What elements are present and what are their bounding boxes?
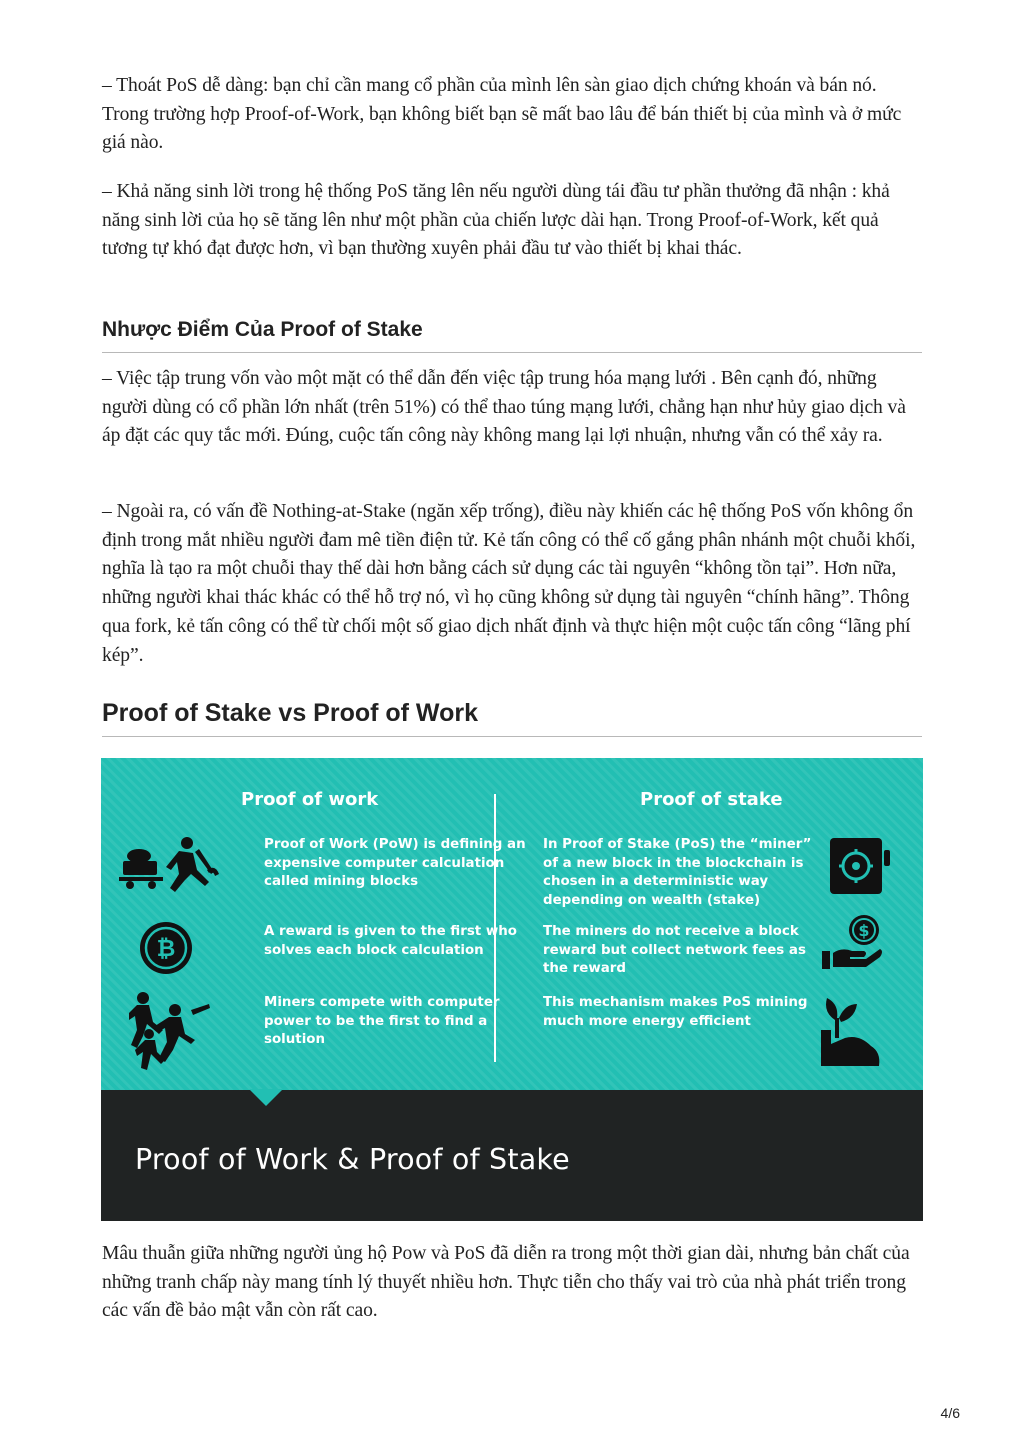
hand-dollar-coin-icon <box>820 913 884 971</box>
paragraph-pow-pos-conflict: Mâu thuẫn giữa những người ủng hộ Pow và PoS đã diễn ra trong một thời gian dài, nhưng bản chất của những tranh chấp này mang tính lý thuyết nhiều hơn. Thực tiễn cho thấy vai trò của nhà phát triển trong các vấn đề bảo mật vẫn còn rất cao. <box>102 1243 910 1322</box>
pow-point-3: Miners compete with computer power to be the first to find a solution <box>264 995 500 1048</box>
runners-icon <box>129 990 211 1072</box>
vault-safe-icon <box>828 836 892 898</box>
bitcoin-coin-icon <box>139 921 193 975</box>
paragraph-pos-profitability: – Khả năng sinh lời trong hệ thống PoS tăng lên nếu người dùng tái đầu tư phần thưởng đã nhận : khả năng sinh lời của họ sẽ tăng lên như một phần của chiến lược dài hạn. Trong Proof-of-Work, kết quả tương tự khó đạt được hơn, vì bạn thường xuyên phải đầu tư vào thiết bị khai thác. <box>102 181 890 260</box>
pow-column-title: Proof of work <box>241 789 379 810</box>
pos-point-2: The miners do not receive a block reward but collect network fees as the reward <box>543 924 806 977</box>
svg-text:$: $ <box>858 921 870 940</box>
pow-pos-infographic <box>101 758 923 1221</box>
paragraph-nothing-at-stake: – Ngoài ra, có vấn đề Nothing-at-Stake (ngăn xếp trống), điều này khiến các hệ thống PoS vốn không ổn định trong mắt nhiều người đam mê tiền điện tử. Kẻ tấn công có thể cố gắng phân nhánh một chuỗi khối, nghĩa là tạo ra một chuỗi thay thế dài hơn bằng cách sử dụng các tài nguyên “không tồn tại”. Hơn nữa, những người khai thác khác có thể hỗ trợ nó, vì họ cũng không sử dụng tài nguyên “chính hãng”. Thông qua fork, kẻ tấn công có thể từ chối một số giao dịch nhất định và thực hiện một cuộc tấn công “lãng phí kép”. <box>102 501 916 666</box>
pos-column-title: Proof of stake <box>640 789 783 810</box>
heading-rule <box>102 736 922 737</box>
pos-point-3: This mechanism makes PoS mining much more energy efficient <box>543 995 808 1029</box>
heading-rule <box>102 352 922 353</box>
pos-point-1: In Proof of Stake (PoS) the “miner” of a new block in the blockchain is chosen in a deterministic way depending on wealth (stake) <box>543 837 812 908</box>
infographic-banner-title: Proof of Work & Proof of Stake <box>135 1143 570 1176</box>
paragraph-pos-exit: – Thoát PoS dễ dàng: bạn chỉ cần mang cổ phần của mình lên sàn giao dịch chứng khoán và bán nó. Trong trường hợp Proof-of-Work, bạn không biết bạn sẽ mất bao lâu để bán thiết bị của mình và ở mức giá nào. <box>102 75 902 154</box>
banner-pointer <box>249 1089 283 1106</box>
pow-point-2: A reward is given to the first who solves each block calculation <box>264 924 517 958</box>
svg-text:₿: ₿ <box>156 936 176 962</box>
pow-point-1: Proof of Work (PoW) is defining an expensive computer calculation called mining blocks <box>264 837 526 890</box>
page-number: 4/6 <box>940 1405 960 1421</box>
paragraph-centralization: – Việc tập trung vốn vào một mặt có thể dẫn đến việc tập trung hóa mạng lưới . Bên cạnh đó, những người dùng có cổ phần lớn nhất (trên 51%) có thể thao túng mạng lưới, chẳng hạn như hủy giao dịch và áp đặt các quy tắc mới. Đúng, cuộc tấn công này không mang lại lợi nhuận, nhưng vẫn có thể xảy ra. <box>102 368 906 447</box>
plant-factory-icon <box>815 990 883 1070</box>
mining-cart-miner-icon <box>119 836 221 896</box>
heading-pos-cons: Nhược Điểm Của Proof of Stake <box>102 318 423 341</box>
heading-pos-vs-pow: Proof of Stake vs Proof of Work <box>102 699 478 727</box>
